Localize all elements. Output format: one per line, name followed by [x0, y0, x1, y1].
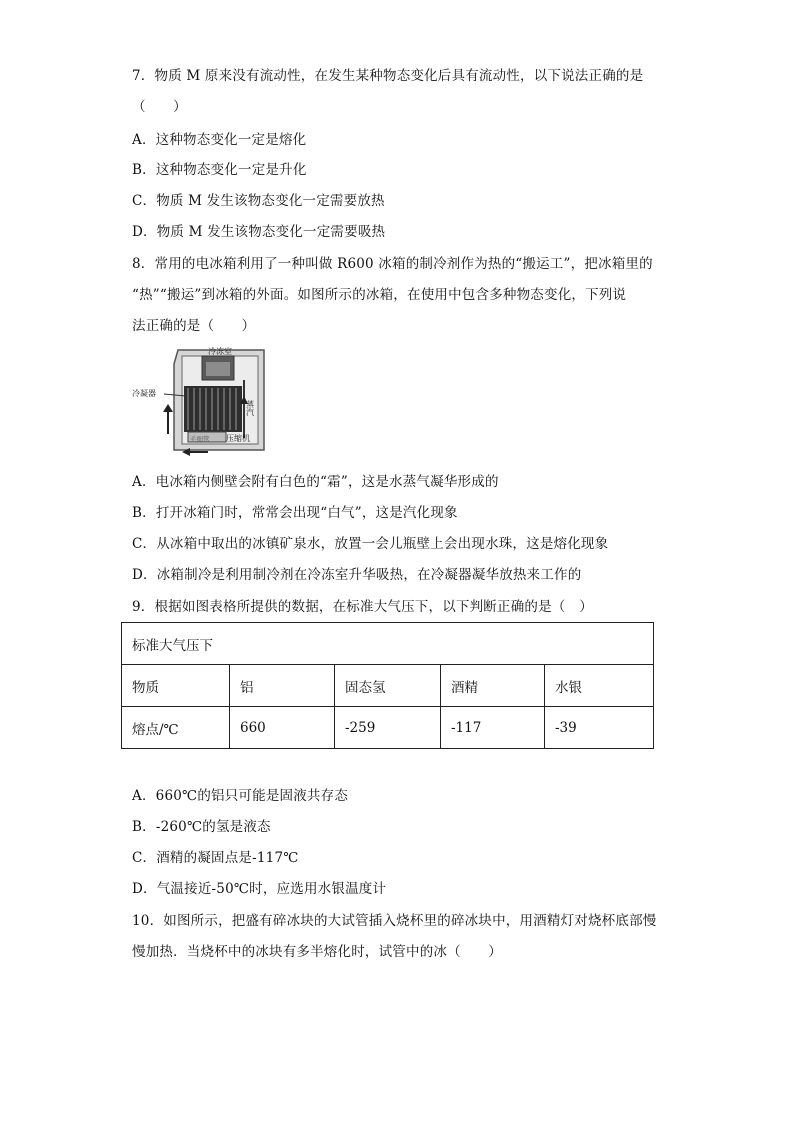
q9-option-a: A．660℃的铝只可能是固液共存态 — [132, 788, 349, 804]
q9-option-d: D．气温接近-50℃时，应选用水银温度计 — [132, 881, 387, 897]
melting-point-table — [121, 622, 654, 749]
table-header-cell: 物质 — [122, 665, 230, 707]
table-cell: 660 — [230, 707, 335, 749]
condenser-label: 冷凝器 — [132, 389, 156, 398]
freezer-label: 冷冻室 — [208, 347, 232, 356]
q7-option-d: D．物质 M 发生该物态变化一定需要吸热 — [132, 224, 386, 240]
q8-option-a: A．电冰箱内侧壁会附有白色的“霜”，这是水蒸气凝华形成的 — [132, 474, 499, 490]
q9-option-c: C．酒精的凝固点是-117℃ — [132, 850, 299, 866]
table-cell: -39 — [545, 707, 654, 749]
q7-option-a: A．这种物态变化一定是熔化 — [132, 132, 307, 148]
table-row — [122, 707, 654, 749]
table-cell: -117 — [441, 707, 545, 749]
q10-stem-line-2: 慢加热．当烧杯中的冰块有多半熔化时，试管中的冰（ ） — [132, 944, 502, 960]
q7-stem: 7．物质 M 原来没有流动性，在发生某种物态变化后具有流动性，以下说法正确的是 — [132, 68, 644, 84]
table-header-cell: 固态氢 — [335, 665, 441, 707]
q9-option-b: B．-260℃的氢是液态 — [132, 819, 271, 835]
q8-stem-line-1: 8．常用的电冰箱利用了一种叫做 R600 冰箱的制冷剂作为热的“搬运工”，把冰箱里的 — [132, 256, 653, 272]
vapor-label: 蒸汽 — [245, 400, 255, 416]
q8-stem-line-2: “热”“搬运”到冰箱的外面。如图所示的冰箱，在使用中包含多种物态变化，下列说 — [132, 287, 627, 303]
table-header-cell: 铝 — [230, 665, 335, 707]
table-header-cell: 水银 — [545, 665, 654, 707]
table-header-row — [122, 665, 654, 707]
q7-option-b: B．这种物态变化一定是升化 — [132, 162, 307, 178]
q7-bracket: （ ） — [132, 99, 187, 115]
capillary-label: 毛细管 — [190, 436, 210, 443]
q10-stem-line-1: 10．如图所示，把盛有碎冰块的大试管插入烧杯里的碎冰块中，用酒精灯对烧杯底部慢 — [132, 913, 657, 929]
q9-stem: 9．根据如图表格所提供的数据，在标准大气压下，以下判断正确的是（ ） — [132, 599, 593, 615]
table-caption: 标准大气压下 — [122, 623, 654, 665]
q8-stem-line-3: 法正确的是（ ） — [132, 318, 256, 334]
table-caption-row — [122, 623, 654, 665]
table-cell: -259 — [335, 707, 441, 749]
q8-option-c: C．从冰箱中取出的冰镇矿泉水，放置一会儿瓶壁上会出现水珠，这是熔化现象 — [132, 536, 609, 552]
table-cell: 熔点/℃ — [122, 707, 230, 749]
q7-option-c: C．物质 M 发生该物态变化一定需要放热 — [132, 193, 385, 209]
table-header-cell: 酒精 — [441, 665, 545, 707]
compressor-label: 压缩机 — [226, 434, 250, 443]
q8-option-b: B．打开冰箱门时，常常会出现“白气”，这是汽化现象 — [132, 505, 458, 521]
refrigerator-diagram — [132, 346, 280, 458]
q8-option-d: D．冰箱制冷是利用制冷剂在冷冻室升华吸热，在冷凝器凝华放热来工作的 — [132, 567, 582, 583]
